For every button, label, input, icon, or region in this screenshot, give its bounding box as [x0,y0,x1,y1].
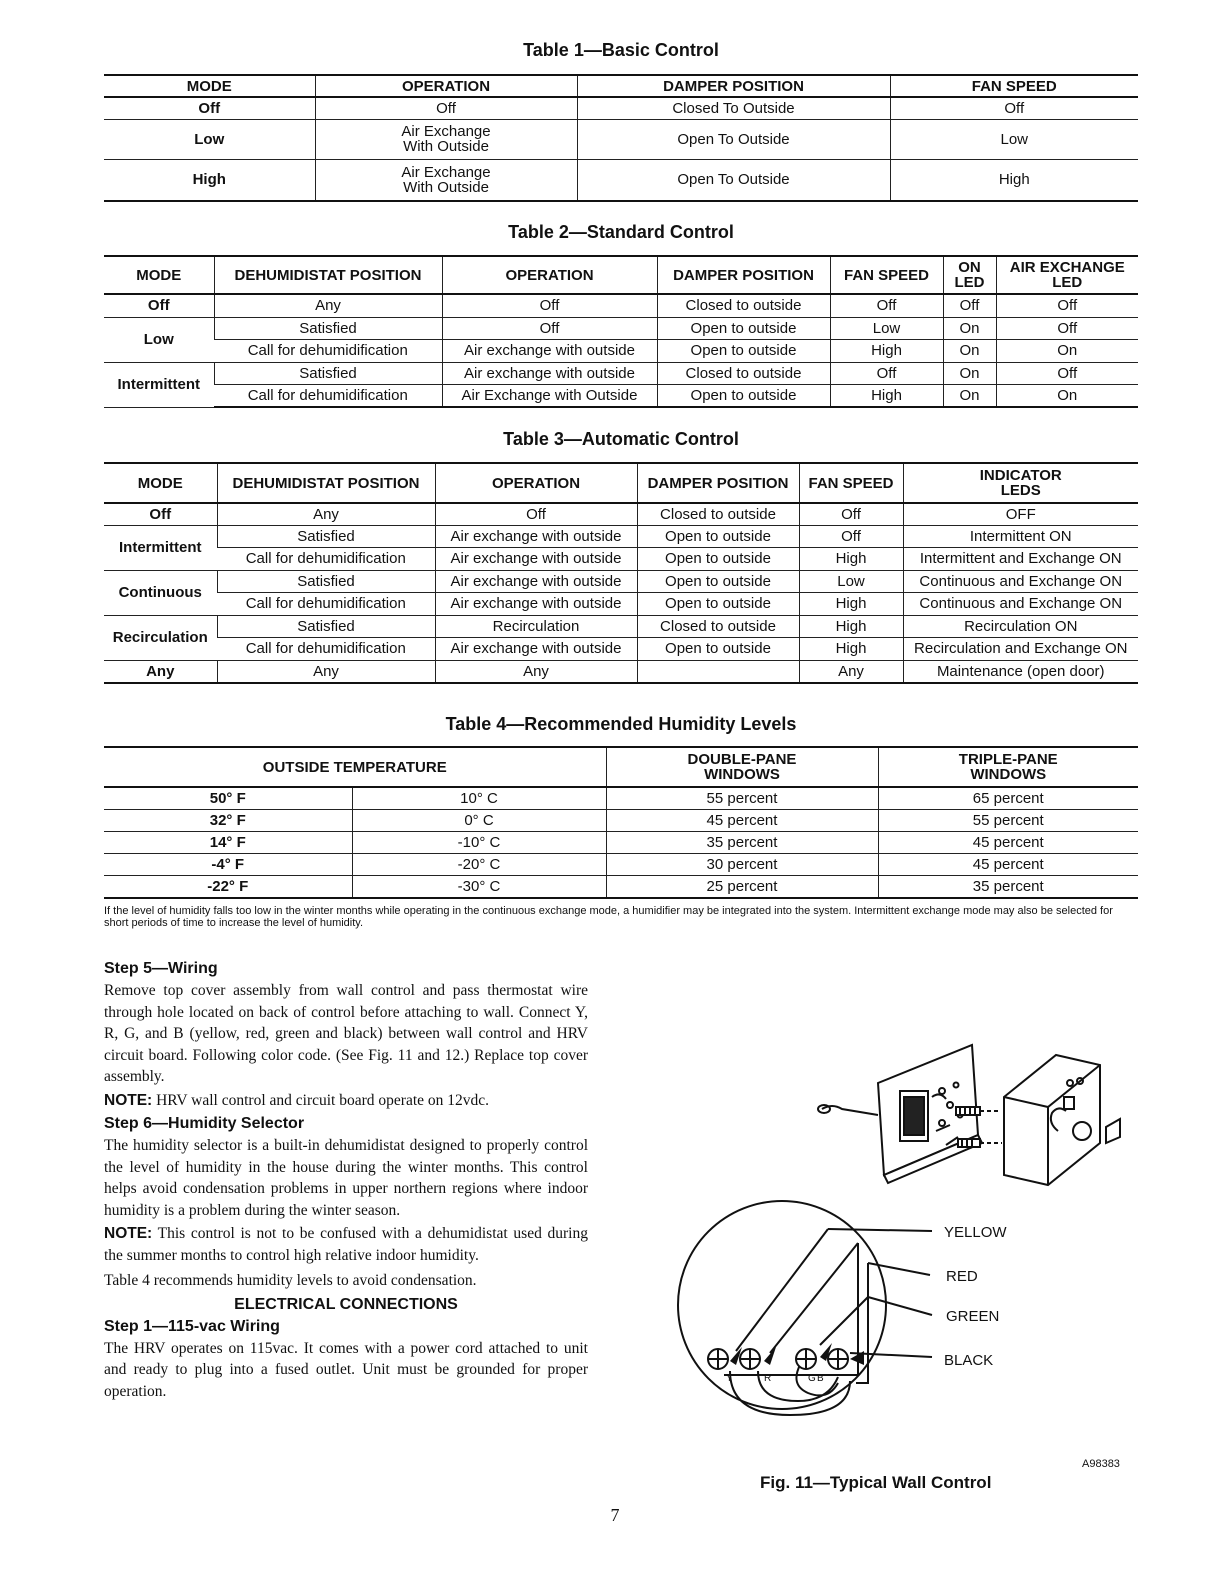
table3-cell: Call for dehumidification [217,592,435,615]
table3-mode-cell: Any [104,660,217,683]
table3-cell: Continuous and Exchange ON [903,570,1138,592]
table4-header-row [104,747,1138,787]
table-row [104,787,1138,809]
terminal-label: B [817,1373,824,1384]
wire-label-yellow: YELLOW [944,1224,1007,1241]
table3-header: INDICATOR LEDS [903,463,1138,503]
table3-cell: Any [799,660,903,683]
magnified-view-circle [678,1201,886,1409]
table2-cell: Any [214,294,442,317]
table3-cell: Closed to outside [637,503,799,525]
table3-mode-cell: Off [104,503,217,525]
table2-cell: On [943,339,996,362]
table4-cell: -10° C [352,831,606,853]
table2-cell: Air Exchange with Outside [442,384,657,407]
table3-cell: Recirculation [435,615,637,637]
table-row [104,525,1138,547]
table1-cell: Open To Outside [577,159,890,201]
terminal-screw [828,1349,848,1369]
table3-header: OPERATION [435,463,637,503]
table2-cell: Open to outside [657,384,830,407]
table2-cell: On [943,317,996,339]
table-row [104,97,1138,119]
table2-cell: Call for dehumidification [214,384,442,407]
table2-cell: Off [996,362,1138,384]
figure-caption: Fig. 11—Typical Wall Control [760,1473,992,1492]
table3-cell: Any [217,503,435,525]
wire-label-green: GREEN [946,1308,1000,1325]
table-row [104,384,1138,407]
wall-control-cover [1004,1055,1120,1185]
figure-number: A98383 [1082,1458,1120,1470]
table1-cell: High [890,159,1138,201]
step5-paragraph: Remove top cover assembly from wall control and pass thermostat wire through hole located on back of control before attaching to wall. Connect Y, R, G, and B (yellow, red, green and black) between wall control and HRV circuit board. Following color code. (See Fig. 11 and 12.) Replace top cover assembly. [104,982,588,1085]
step1-heading: Step 1—115-vac Wiring [104,1317,280,1335]
table2-cell: Off [830,362,943,384]
table2-mode-cell: Intermittent [104,362,214,407]
table-row [104,119,1138,159]
table1-title: Table 1—Basic Control [523,40,719,60]
table2-cell: Low [830,317,943,339]
table1-cell: Off [315,97,577,119]
electrical-connections-heading: ELECTRICAL CONNECTIONS [234,1295,458,1313]
table3-cell: Call for dehumidification [217,637,435,660]
step1-paragraph: The HRV operates on 115vac. It comes with a power cord attached to unit and ready to plug into a fused outlet. Unit must be grounded for proper operation. [104,1339,588,1400]
table2-cell: Air exchange with outside [442,362,657,384]
table3-cell: Off [435,503,637,525]
table2-mode-cell: Low [104,317,214,362]
step6-paragraph: The humidity selector is a built-in dehumidistat designed to properly control the level of humidity in the house during the winter months. This control helps avoid condensation problems in upper northern regions where indoor humidity is a problem during the winter season. [104,1137,588,1219]
table-row [104,547,1138,570]
table3-cell: Open to outside [637,637,799,660]
table3-cell: Air exchange with outside [435,637,637,660]
table1-cell: Low [890,119,1138,159]
table3-cell: Satisfied [217,570,435,592]
table2-header: FAN SPEED [830,256,943,294]
table-row [104,294,1138,317]
table3-cell: Any [217,660,435,683]
table2-cell: High [830,384,943,407]
table2-cell: Off [996,294,1138,317]
mounting-screw [956,1107,1000,1115]
table3-cell: Low [799,570,903,592]
table3-cell: High [799,637,903,660]
table3-cell: Air exchange with outside [435,525,637,547]
terminal-label: G [808,1373,816,1384]
table-row [104,809,1138,831]
table4-cell: -30° C [352,875,606,898]
terminal-screw [740,1349,760,1369]
table2-cell: On [996,384,1138,407]
table4-header: DOUBLE-PANE WINDOWS [606,747,878,787]
table2 [104,255,1138,408]
table2-cell: Open to outside [657,339,830,362]
table2-header: OPERATION [442,256,657,294]
table-row [104,853,1138,875]
table2-cell: Off [830,294,943,317]
table1 [104,74,1138,202]
table4-cell: 14° F [104,831,352,853]
table1-cell: Closed To Outside [577,97,890,119]
table2-header-row [104,256,1138,294]
table2-mode-cell: Off [104,294,214,317]
table1-cell: Air Exchange With Outside [315,119,577,159]
table3-cell: Open to outside [637,525,799,547]
table3-header: MODE [104,463,217,503]
table-row [104,637,1138,660]
table3-cell: Satisfied [217,615,435,637]
table3-mode-cell: Intermittent [104,525,217,570]
table4-cell: -22° F [104,875,352,898]
table3-cell: Any [435,660,637,683]
table2-header: MODE [104,256,214,294]
table-row [104,660,1138,683]
table4-cell: 55 percent [878,809,1138,831]
table3-cell: Open to outside [637,547,799,570]
table3-cell: Recirculation ON [903,615,1138,637]
table3-cell: Air exchange with outside [435,592,637,615]
table2-cell: On [943,384,996,407]
table2-title: Table 2—Standard Control [508,222,734,242]
table3-cell: Continuous and Exchange ON [903,592,1138,615]
table-row [104,503,1138,525]
table-row [104,615,1138,637]
table2-cell: Call for dehumidification [214,339,442,362]
table3-cell: Closed to outside [637,615,799,637]
step5-heading: Step 5—Wiring [104,960,218,977]
table2-cell: Off [442,317,657,339]
table3-mode-cell: Continuous [104,570,217,615]
table1-cell: Open To Outside [577,119,890,159]
table-row [104,159,1138,201]
table3-cell: Satisfied [217,525,435,547]
table3-header: DEHUMIDISTAT POSITION [217,463,435,503]
terminal-label: Y [726,1373,733,1384]
table3-header: FAN SPEED [799,463,903,503]
table3-cell: Recirculation and Exchange ON [903,637,1138,660]
table1-cell: Low [104,119,315,159]
table2-cell: Closed to outside [657,362,830,384]
table4-cell: 10° C [352,787,606,809]
table3-cell: Intermittent and Exchange ON [903,547,1138,570]
table1-header: DAMPER POSITION [577,75,890,97]
terminal-screw [708,1349,728,1369]
table3-cell: Off [799,503,903,525]
table3-header: DAMPER POSITION [637,463,799,503]
table4-cell: 25 percent [606,875,878,898]
table4-cell: 65 percent [878,787,1138,809]
table3-header-row [104,463,1138,503]
table-row [104,317,1138,339]
table3 [104,462,1138,684]
table2-cell: Air exchange with outside [442,339,657,362]
table3-cell: Call for dehumidification [217,547,435,570]
table1-cell: Off [104,97,315,119]
table1-header: OPERATION [315,75,577,97]
table-row [104,592,1138,615]
table2-cell: Satisfied [214,362,442,384]
table4 [104,746,1138,899]
note2-text: This control is not to be confused with a dehumidistat used during the summer months to control high relative indoor humidity. [104,1225,588,1264]
wire-label-red: RED [946,1268,978,1285]
table3-cell: Intermittent ON [903,525,1138,547]
terminal-screw [796,1349,816,1369]
table4-title: Table 4—Recommended Humidity Levels [445,714,797,734]
table3-cell: High [799,592,903,615]
table1-header: MODE [104,75,315,97]
wall-control-diagram [660,1035,1140,1455]
table3-cell: Maintenance (open door) [903,660,1138,683]
table1-cell: Off [890,97,1138,119]
table3-title: Table 3—Automatic Control [503,429,739,449]
table3-cell: Off [799,525,903,547]
note-label: NOTE: [104,1225,153,1242]
wire-lines [724,1229,932,1415]
table4-header: OUTSIDE TEMPERATURE [104,747,606,787]
table-row [104,339,1138,362]
table2-cell: Off [943,294,996,317]
table4-reference: Table 4 recommends humidity levels to avoid condensation. [104,1272,477,1289]
table4-cell: -4° F [104,853,352,875]
table3-cell: Open to outside [637,592,799,615]
table2-cell: On [996,339,1138,362]
terminal-label: R [764,1373,772,1384]
table3-cell: High [799,547,903,570]
table1-cell: Air Exchange With Outside [315,159,577,201]
table1-header: FAN SPEED [890,75,1138,97]
table4-cell: 32° F [104,809,352,831]
note1-paragraph [104,1090,588,1112]
table-row [104,362,1138,384]
table4-cell: 35 percent [606,831,878,853]
table3-cell: Open to outside [637,570,799,592]
table4-cell: -20° C [352,853,606,875]
table4-cell: 35 percent [878,875,1138,898]
note2-paragraph [104,1223,588,1266]
table2-header: DEHUMIDISTAT POSITION [214,256,442,294]
table4-cell: 0° C [352,809,606,831]
table4-cell: 30 percent [606,853,878,875]
table2-cell: Closed to outside [657,294,830,317]
table4-cell: 45 percent [878,853,1138,875]
table2-header: DAMPER POSITION [657,256,830,294]
table1-header-row [104,75,1138,97]
table2-header: AIR EXCHANGE LED [996,256,1138,294]
wire-label-black: BLACK [944,1352,994,1369]
table4-cell: 55 percent [606,787,878,809]
table2-cell: Off [442,294,657,317]
table-row [104,831,1138,853]
body-text-column [104,958,588,1404]
table2-cell: On [943,362,996,384]
table3-cell: High [799,615,903,637]
table2-cell: Open to outside [657,317,830,339]
page-number: 7 [610,1505,620,1525]
table3-cell: Air exchange with outside [435,547,637,570]
table3-cell: Air exchange with outside [435,570,637,592]
mounting-screw [958,1139,1002,1147]
table2-header: ON LED [943,256,996,294]
table3-cell: OFF [903,503,1138,525]
table3-mode-cell: Recirculation [104,615,217,660]
table1-cell: High [104,159,315,201]
table2-cell: Off [996,317,1138,339]
table4-cell: 45 percent [878,831,1138,853]
table3-cell [637,660,799,683]
table2-cell: High [830,339,943,362]
step6-heading: Step 6—Humidity Selector [104,1115,305,1132]
table-row [104,875,1138,898]
note1-text: HRV wall control and circuit board operate on 12vdc. [152,1091,490,1109]
table-row [104,570,1138,592]
table4-footnote: If the level of humidity falls too low in the winter months while operating in the continuous exchange mode, a humidifier may be integrated into the system. Intermittent exchange mode may also be selected for short periods of time to increase the level of humidity. [104,905,1113,929]
table2-cell: Satisfied [214,317,442,339]
table4-cell: 45 percent [606,809,878,831]
table4-header: TRIPLE-PANE WINDOWS [878,747,1138,787]
table4-cell: 50° F [104,787,352,809]
note-label: NOTE: [104,1091,153,1109]
